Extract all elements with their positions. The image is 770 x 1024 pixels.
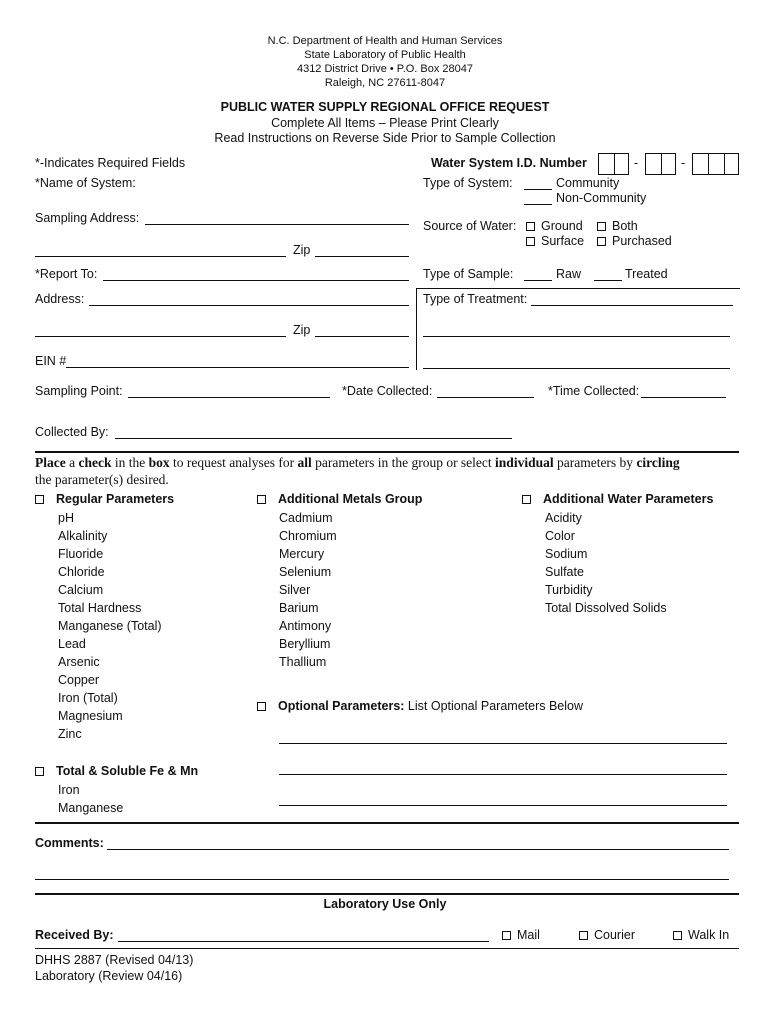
metals-list bbox=[279, 509, 337, 671]
date-collected-field[interactable] bbox=[437, 397, 534, 398]
list-item[interactable]: Mercury bbox=[279, 547, 325, 561]
metals-group[interactable]: Additional Metals Group bbox=[257, 492, 422, 506]
header-city: Raleigh, NC 27611-8047 bbox=[324, 77, 446, 89]
list-item[interactable]: Copper bbox=[58, 673, 99, 687]
walk-in-checkbox[interactable] bbox=[673, 931, 682, 940]
zip-field-1[interactable] bbox=[315, 256, 409, 257]
list-item[interactable]: Acidity bbox=[545, 511, 582, 525]
optional-parameters-checkbox[interactable] bbox=[257, 702, 266, 711]
water-system-id-label: Water System I.D. Number bbox=[431, 156, 587, 170]
list-item[interactable]: Thallium bbox=[279, 655, 327, 669]
received-by-field[interactable] bbox=[118, 941, 489, 942]
treated-blank[interactable] bbox=[594, 280, 622, 281]
zip-label-2: Zip bbox=[293, 323, 311, 337]
id-dash-2: - bbox=[681, 156, 686, 170]
type-of-system-label: Type of System: bbox=[423, 176, 513, 190]
source-of-water-label: Source of Water: bbox=[423, 219, 517, 233]
list-item[interactable]: Antimony bbox=[279, 619, 332, 633]
collected-by-field[interactable] bbox=[115, 438, 512, 439]
time-collected-field[interactable] bbox=[641, 397, 726, 398]
sampling-address-field[interactable] bbox=[145, 224, 409, 225]
list-item[interactable]: Alkalinity bbox=[58, 529, 108, 543]
section-divider-3 bbox=[35, 893, 739, 895]
fe-mn-group[interactable]: Total & Soluble Fe & Mn bbox=[35, 764, 198, 778]
ground-checkbox[interactable] bbox=[526, 222, 535, 231]
list-item[interactable]: Chromium bbox=[279, 529, 337, 543]
header-dept: N.C. Department of Health and Human Services bbox=[267, 35, 503, 47]
ground-option[interactable]: Ground bbox=[526, 219, 583, 233]
courier-checkbox[interactable] bbox=[579, 931, 588, 940]
list-item[interactable]: Lead bbox=[58, 637, 86, 651]
id-field-3[interactable] bbox=[692, 153, 739, 175]
received-by-label: Received By: bbox=[35, 928, 114, 942]
sampling-point-field[interactable] bbox=[128, 397, 330, 398]
list-item[interactable]: Cadmium bbox=[279, 511, 333, 525]
address-label: Address: bbox=[35, 292, 85, 306]
both-option[interactable]: Both bbox=[597, 219, 638, 233]
list-item[interactable]: Iron (Total) bbox=[58, 691, 118, 705]
sampling-address-line-2[interactable] bbox=[35, 256, 286, 257]
regular-parameters-group[interactable]: Regular Parameters bbox=[35, 492, 174, 506]
fe-mn-list bbox=[58, 781, 123, 817]
name-of-system-label: *Name of System: bbox=[35, 176, 136, 190]
optional-parameter-field-2[interactable] bbox=[279, 774, 727, 775]
list-item[interactable]: Color bbox=[545, 529, 575, 543]
sampling-point-label: Sampling Point: bbox=[35, 384, 123, 398]
optional-parameters-group[interactable]: Optional Parameters: List Optional Parameters Below bbox=[257, 699, 583, 713]
list-item[interactable]: Iron bbox=[58, 783, 80, 797]
review-date: Laboratory (Review 04/16) bbox=[35, 969, 183, 983]
list-item[interactable]: Total Dissolved Solids bbox=[545, 601, 667, 615]
required-note: *-Indicates Required Fields bbox=[35, 156, 186, 170]
optional-parameter-field-3[interactable] bbox=[279, 805, 727, 806]
list-item[interactable]: Turbidity bbox=[545, 583, 593, 597]
list-item[interactable]: Chloride bbox=[58, 565, 105, 579]
collected-by-label: Collected By: bbox=[35, 425, 109, 439]
treatment-box-left bbox=[416, 288, 417, 370]
treatment-line-2[interactable] bbox=[423, 336, 730, 337]
list-item[interactable]: Arsenic bbox=[58, 655, 100, 669]
list-item[interactable]: Magnesium bbox=[58, 709, 123, 723]
type-of-treatment-label: Type of Treatment: bbox=[423, 292, 528, 306]
ein-label: EIN # bbox=[35, 354, 67, 368]
sampling-address-label: Sampling Address: bbox=[35, 211, 140, 225]
water-parameters-list bbox=[545, 509, 667, 617]
list-item[interactable]: Manganese (Total) bbox=[58, 619, 162, 633]
water-parameters-group[interactable]: Additional Water Parameters bbox=[522, 492, 713, 506]
list-item[interactable]: Barium bbox=[279, 601, 319, 615]
section-divider-1 bbox=[35, 451, 739, 453]
list-item[interactable]: pH bbox=[58, 511, 74, 525]
report-to-label: *Report To: bbox=[35, 267, 98, 281]
surface-option[interactable]: Surface bbox=[526, 234, 584, 248]
date-collected-label: *Date Collected: bbox=[342, 384, 433, 398]
form-subtitle-1: Complete All Items – Please Print Clearly bbox=[271, 116, 499, 130]
form-subtitle-2: Read Instructions on Reverse Side Prior to Sample Collection bbox=[214, 131, 556, 145]
list-item[interactable]: Fluoride bbox=[58, 547, 104, 561]
list-item[interactable]: Selenium bbox=[279, 565, 332, 579]
address-field[interactable] bbox=[89, 305, 409, 306]
list-item[interactable]: Calcium bbox=[58, 583, 104, 597]
lab-use-only-heading: Laboratory Use Only bbox=[323, 897, 447, 911]
list-item[interactable]: Beryllium bbox=[279, 637, 331, 651]
community-blank[interactable] bbox=[524, 189, 552, 190]
section-divider-4 bbox=[35, 948, 739, 949]
list-item[interactable]: Silver bbox=[279, 583, 311, 597]
time-collected-label: *Time Collected: bbox=[548, 384, 640, 398]
optional-parameter-field-1[interactable] bbox=[279, 743, 727, 744]
header-address: 4312 District Drive • P.O. Box 28047 bbox=[296, 63, 474, 75]
treatment-box-top bbox=[416, 288, 740, 289]
address-line-2[interactable] bbox=[35, 336, 286, 337]
comments-label: Comments: bbox=[35, 836, 104, 850]
section-divider-2 bbox=[35, 822, 739, 824]
ein-field[interactable] bbox=[66, 367, 409, 368]
courier-option[interactable]: Courier bbox=[579, 928, 635, 942]
id-field-2[interactable] bbox=[645, 153, 676, 175]
mail-checkbox[interactable] bbox=[502, 931, 511, 940]
treatment-line-3[interactable] bbox=[423, 368, 730, 369]
surface-checkbox[interactable] bbox=[526, 237, 535, 246]
zip-label-1: Zip bbox=[293, 243, 311, 257]
type-of-treatment-field[interactable] bbox=[531, 305, 733, 306]
comments-field[interactable] bbox=[107, 849, 729, 850]
community-option: Community bbox=[556, 176, 620, 190]
id-field-1[interactable] bbox=[598, 153, 629, 175]
list-item[interactable]: Manganese bbox=[58, 801, 124, 815]
walk-in-option[interactable]: Walk In bbox=[673, 928, 729, 942]
form-title: PUBLIC WATER SUPPLY REGIONAL OFFICE REQUEST bbox=[220, 100, 550, 114]
raw-option: Raw bbox=[556, 267, 582, 281]
instructions-line-2: the parameter(s) desired. bbox=[35, 472, 169, 487]
fe-mn-checkbox[interactable] bbox=[35, 767, 44, 776]
list-item[interactable]: Zinc bbox=[58, 727, 82, 741]
report-to-field[interactable] bbox=[103, 280, 409, 281]
water-parameters-checkbox[interactable] bbox=[522, 495, 531, 504]
both-checkbox[interactable] bbox=[597, 222, 606, 231]
type-of-sample-label: Type of Sample: bbox=[423, 267, 514, 281]
zip-field-2[interactable] bbox=[315, 336, 409, 337]
id-dash-1: - bbox=[634, 156, 639, 170]
purchased-checkbox[interactable] bbox=[597, 237, 606, 246]
raw-blank[interactable] bbox=[524, 280, 552, 281]
mail-option[interactable]: Mail bbox=[502, 928, 540, 942]
form-number: DHHS 2887 (Revised 04/13) bbox=[35, 953, 194, 967]
non-community-option: Non-Community bbox=[556, 191, 647, 205]
regular-parameters-list bbox=[58, 509, 162, 743]
header-lab: State Laboratory of Public Health bbox=[304, 49, 466, 61]
purchased-option[interactable]: Purchased bbox=[597, 234, 672, 248]
instructions-line-1: Place a check in the box to request analyses for all parameters in the group or select individual parameters by circling bbox=[35, 455, 680, 470]
comments-field-2[interactable] bbox=[35, 879, 729, 880]
list-item[interactable]: Sulfate bbox=[545, 565, 584, 579]
list-item[interactable]: Sodium bbox=[545, 547, 588, 561]
list-item[interactable]: Total Hardness bbox=[58, 601, 142, 615]
non-community-blank[interactable] bbox=[524, 204, 552, 205]
treated-option: Treated bbox=[625, 267, 668, 281]
metals-group-checkbox[interactable] bbox=[257, 495, 266, 504]
regular-parameters-checkbox[interactable] bbox=[35, 495, 44, 504]
